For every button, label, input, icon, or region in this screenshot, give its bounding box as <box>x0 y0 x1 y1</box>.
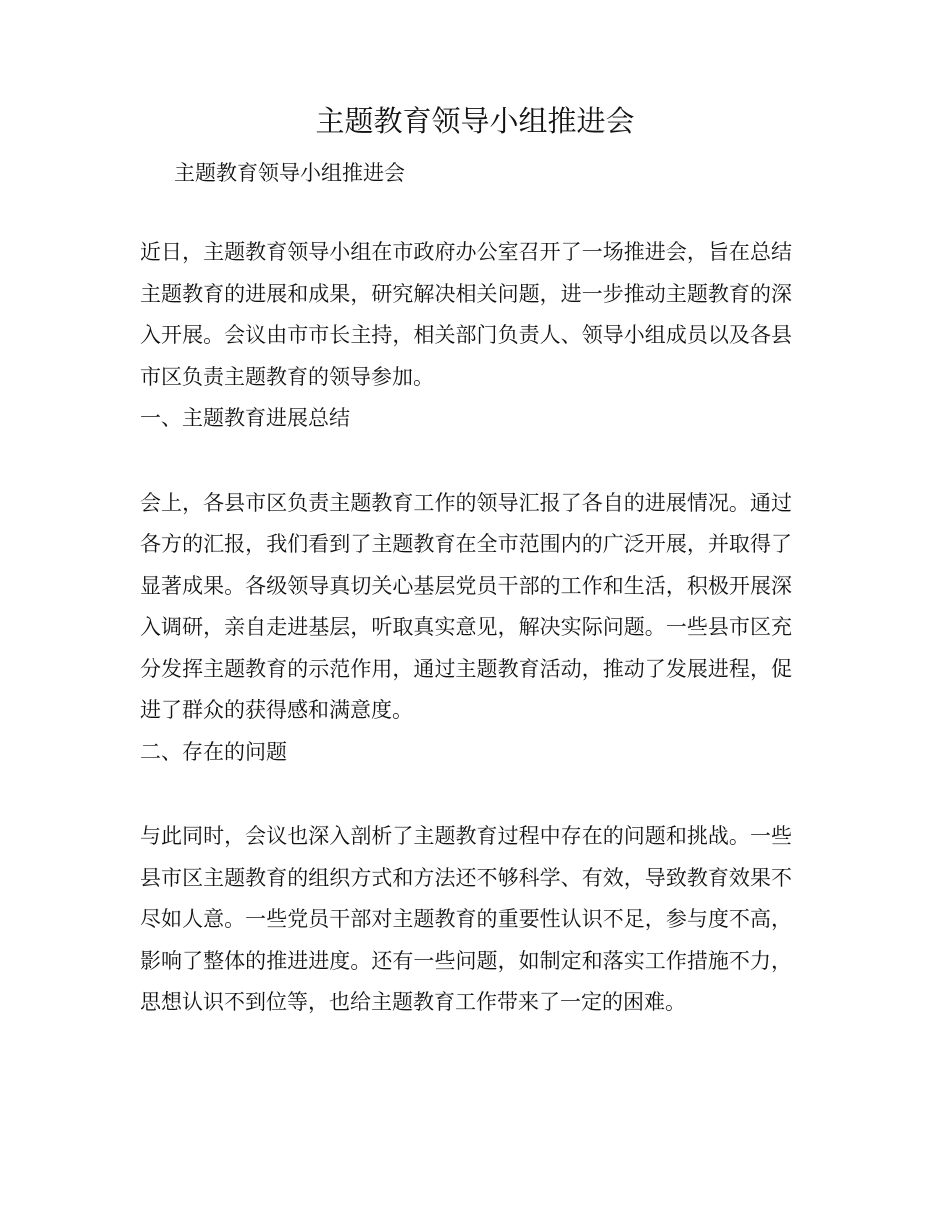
paragraph-intro: 近日，主题教育领导小组在市政府办公室召开了一场推进会，旨在总结主题教育的进展和成果，研究解决相关问题，进一步推动主题教育的深入开展。会议由市市长主持，相关部门负责人、领导小组成员以及各县市区负责主题教育的领导参加。 <box>140 240 792 389</box>
section-heading-progress: 一、主题教育进展总结 <box>140 406 350 430</box>
paragraph-progress: 会上，各县市区负责主题教育工作的领导汇报了各自的进展情况。通过各方的汇报，我们看到了主题教育在全市范围内的广泛开展，并取得了显著成果。各级领导真切关心基层党员干部的工作和生活，积极开展深入调研，亲自走进基层，听取真实意见，解决实际问题。一些县市区充分发挥主题教育的示范作用，通过主题教育活动，推动了发展进程，促进了群众的获得感和满意度。 <box>140 490 792 722</box>
document-subtitle: 主题教育领导小组推进会 <box>174 161 405 185</box>
paragraph-problems: 与此同时，会议也深入剖析了主题教育过程中存在的问题和挑战。一些县市区主题教育的组织方式和方法还不够科学、有效，导致教育效果不尽如人意。一些党员干部对主题教育的重要性认识不足，参与度不高，影响了整体的推进进度。还有一些问题，如制定和落实工作措施不力，思想认识不到位等，也给主题教育工作带来了一定的困难。 <box>140 824 792 1014</box>
section-heading-problems: 二、存在的问题 <box>140 739 287 764</box>
document-title: 主题教育领导小组推进会 <box>315 104 635 138</box>
